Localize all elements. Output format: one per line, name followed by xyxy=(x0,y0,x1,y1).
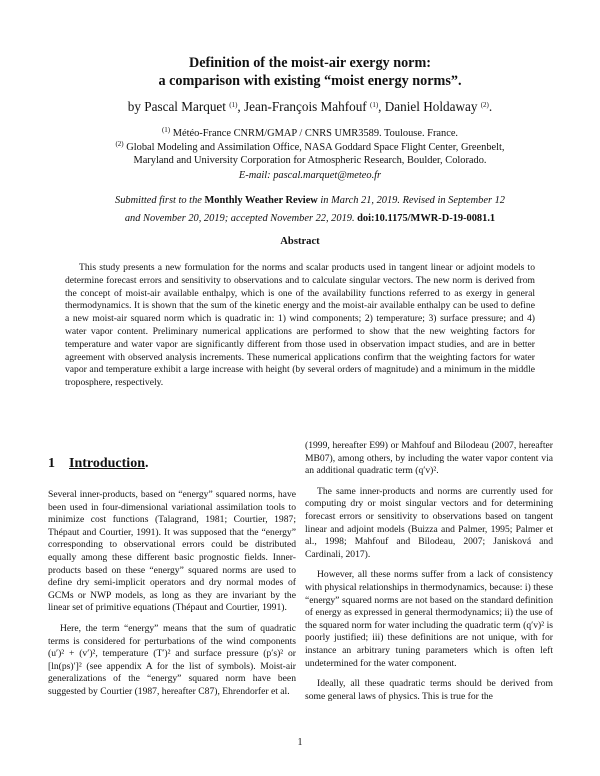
submission-line-2 xyxy=(60,210,560,228)
right-column xyxy=(305,440,553,711)
submission-mid: in March 21, 2019. Revised in September 12 xyxy=(317,195,505,206)
section-title-dot: . xyxy=(144,456,149,471)
affiliation-1-text: Météo-France CNRM/GMAP / CNRS UMR3589. Toulouse. France. xyxy=(172,128,459,139)
affiliation-2-text-1: Global Modeling and Assimilation Office, NASA Goddard Space Flight Center, Greenbelt, xyxy=(126,142,505,153)
arxiv-stamp xyxy=(2,172,34,592)
journal-name: Monthly Weather Review xyxy=(204,195,318,206)
section-title: Introduction xyxy=(69,456,145,471)
affiliation-2 xyxy=(60,138,560,167)
page-number: 1 xyxy=(297,737,303,748)
section-number: 1 xyxy=(48,456,55,471)
contact-email: E-mail: pascal.marquet@meteo.fr xyxy=(238,170,382,181)
section-heading xyxy=(48,456,148,472)
author-3: , Daniel Holdaway xyxy=(378,99,478,114)
author-1-affil: (1) xyxy=(229,101,238,109)
submission-dates: and November 20, 2019; accepted November 22, 2019. xyxy=(124,213,358,224)
right-paragraph-4: Ideally, all these quadratic terms should be derived from some general laws of physics. This is true for the xyxy=(305,678,553,702)
affiliation-1-mark: (1) xyxy=(161,126,171,134)
arxiv-stamp-svg xyxy=(2,172,34,592)
left-paragraph-2: Here, the term “energy” means that the sum of quadratic terms is considered for perturbations of the wind components (u′)² + (v′)², temperature (T′)² and surface pressure (p′s)² or [ln(ps)′]² (see appendix A for the list of symbols). Moist-air generalizations of the “energy” squared norm have been suggested by Courtier (1987, hereafter C87), Ehrendorfer et al. xyxy=(48,622,296,697)
abstract-text: This study presents a new formulation for the norms and scalar products used in tangent linear or adjoint models to determine forecast errors and sensitivity to observations and to calculate singular vectors. The new norm is derived from the concept of moist-air available enthalpy, which is one of the availability functions referred to as exergy in general thermodynamics. It is shown that the sum of the kinetic energy and the moist-air available enthalpy can be used to define a new moist-air squared norm which is quadratic in: 1) wind components; 2) temperature; 3) surface pressure; and 4) water vapor content. Preliminary numerical applications are performed to show that the new weighting factors for temperature and water vapor are significantly different from those used in observation impact studies, and are in better agreement with observed analysis increments. These numerical applications confirm that the weighting factors for water vapor and temperature exhibit a large increase with height (by several orders of magnitude) and a minimum in the middle troposphere, respectively. xyxy=(65,262,535,389)
author-2-affil: (1) xyxy=(370,101,379,109)
author-2: , Jean-François Mahfouf xyxy=(237,99,367,114)
abstract-heading: Abstract xyxy=(280,236,320,247)
right-paragraph-3: However, all these norms suffer from a lack of consistency with physical relationships in thermodynamics, because: i) these “energy” squared norms are not based on the standard definition of energy as expressed in general thermodynamics; ii) the use of the squared norm for water including the quadratic term (q′v)² is poorly justified; iii) these definitions are not unique, with for instance an arbitrary tuning parameters which is often left undetermined for the water component. xyxy=(305,569,553,669)
doi: doi:10.1175/MWR-D-19-0081.1 xyxy=(357,213,496,224)
left-column xyxy=(48,489,296,707)
author-3-affil: (2) xyxy=(480,101,489,109)
author-list xyxy=(60,99,560,115)
affiliation-2-line-1 xyxy=(60,138,560,154)
affiliation-2-line-2: Maryland and University Corporation for Atmospheric Research, Boulder, Colorado. xyxy=(133,155,487,166)
affiliation-2-mark: (2) xyxy=(115,140,124,148)
author-list-end: . xyxy=(488,99,493,114)
paper-title-line-2: a comparison with existing “moist energy norms”. xyxy=(158,73,462,89)
paper-title-line-1: Definition of the moist-air exergy norm: xyxy=(188,55,432,71)
right-paragraph-1: (1999, hereafter E99) or Mahfouf and Bilodeau (2007, hereafter MB07), among others, by including the water vapor content via an additional quadratic term (q′v)². xyxy=(305,440,553,477)
submission-info xyxy=(60,192,560,228)
left-paragraph-1: Several inner-products, based on “energy” squared norms, have been used in four-dimensional variational assimilation tools to minimize cost functions (Talagrand, 1981; Courtier, 1987; Thépaut and Courtier, 1991). It was supposed that the “energy” corresponding to observational errors could be distributed equally among these different basic prognostic fields. Inner-products based on these “energy” squared norms are used to define dry semi-implicit operators and dry normal modes of GCMs or NWP models, as long as they are invariant by the linear set of primitive equations (Thépaut and Courtier, 1991). xyxy=(48,489,296,614)
author-1: by Pascal Marquet xyxy=(127,99,226,114)
right-paragraph-2: The same inner-products and norms are currently used for computing dry or moist singular vectors and for determining forecast errors or sensitivity to observations based on tangent linear and adjoint models (Buizza and Palmer, 1995; Palmer et al., 1998; Mahfouf and Bilodeau, 2007; Janisková and Cardinali, 2017). xyxy=(305,485,553,560)
submission-line-1 xyxy=(60,192,560,210)
submission-pre: Submitted first to the xyxy=(115,195,205,206)
